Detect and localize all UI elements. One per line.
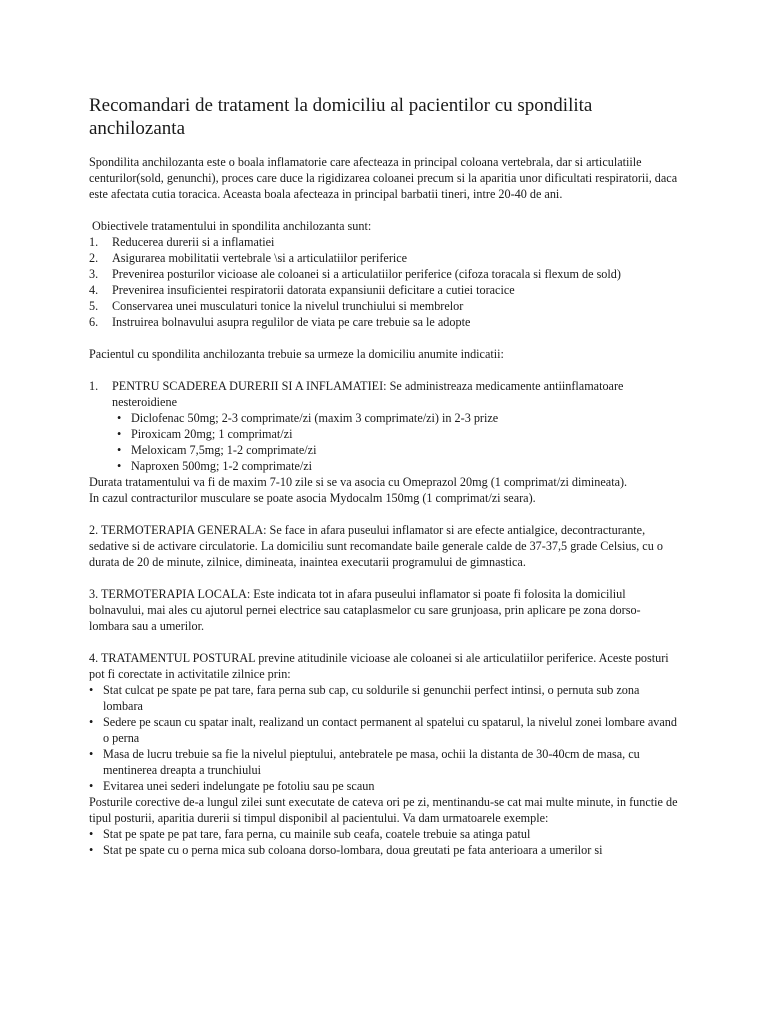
objectives-heading: Obiectivele tratamentului in spondilita anchilozanta sunt: — [89, 219, 372, 233]
section-1 — [89, 378, 679, 506]
posture-item: • Stat culcat pe spate pe pat tare, fara perna sub cap, cu soldurile si genunchii perfect intinsi, o pernuta sub zona lombara — [89, 683, 640, 713]
section-2: 2. TERMOTERAPIA GENERALA: Se face in afara puseului inflamator si are efecte antialgice, decontracturante, sedative si de activare circulatorie. La domiciliu sunt recomandate baile generale calde de 37-37,5 grade Celsius, cu o durata de 20 de minute, zilnice, dimineata, inaintea executarii programului de gimnastica. — [89, 523, 663, 569]
posture-item: • Masa de lucru trebuie sa fie la nivelul pieptului, antebratele pe masa, ochii la distanta de 30-40cm de masa, cu mentinerea dreapta a trunchiului — [89, 747, 640, 777]
example-item: • Stat pe spate pe pat tare, fara perna, cu mainile sub ceafa, coatele trebuie sa atinga patul — [89, 827, 531, 841]
drug-item: • Meloxicam 7,5mg; 1-2 comprimate/zi — [117, 443, 317, 457]
example-item: • Stat pe spate cu o perna mica sub coloana dorso-lombara, doua greutati pe fata anterioara a umerilor si — [89, 843, 603, 857]
list-item: 2. Asigurarea mobilitatii vertebrale \si a articulatiilor periferice — [89, 251, 408, 265]
section-4-heading: 4. TRATAMENTUL POSTURAL previne atitudinile vicioase ale coloanei si ale articulatiilor periferice. Aceste posturi pot fi corectate in activitatile zilnice prin: — [89, 651, 669, 681]
posture-item: • Sedere pe scaun cu spatar inalt, realizand un contact permanent al spatelui cu spatarul, la nivelul zonei lombare avand o perna — [89, 715, 677, 745]
document-title: Recomandari de tratament la domiciliu al pacientilor cu spondilita anchilozanta — [89, 95, 593, 139]
mydocalm-note: In cazul contracturilor musculare se poate asocia Mydocalm 150mg (1 comprimat/zi seara). — [89, 491, 536, 505]
intro-paragraph: Spondilita anchilozanta este o boala inflamatorie care afecteaza in principal coloana vertebrala, dar si articulatiile centurilor(sold, genunchi), proces care duce la rigidizarea coloanei precum si la aparitia unor dificultati respiratorii, daca este afectata cutia toracica. Aceasta boala afecteaza in principal barbatii tineri, intre 20-40 de ani. — [89, 155, 678, 201]
section-3: 3. TERMOTERAPIA LOCALA: Este indicata tot in afara puseului inflamator si poate fi folosita la domiciliul bolnavului, mai ales cu ajutorul pernei electrice sau cataplasmelor cu sare grunjoasa, prin aplicare pe zona dorso-lombara sau a umerilor. — [89, 587, 641, 633]
section-1-heading: 1. PENTRU SCADEREA DURERII SI A INFLAMATIEI: Se administreaza medicamente antiinflamatoare nesteroidiene — [89, 379, 624, 409]
section-4 — [89, 650, 679, 858]
document-page — [89, 94, 679, 858]
list-item: 4. Prevenirea insuficientei respiratorii datorata expansiunii deficitare a cutiei toracice — [89, 283, 515, 297]
drug-item: • Diclofenac 50mg; 2-3 comprimate/zi (maxim 3 comprimate/zi) in 2-3 prize — [117, 411, 499, 425]
indications-intro: Pacientul cu spondilita anchilozanta trebuie sa urmeze la domiciliu anumite indicatii: — [89, 347, 504, 361]
list-item: 5. Conservarea unei musculaturi tonice la nivelul trunchiului si membrelor — [89, 299, 464, 313]
list-item: 1. Reducerea durerii si a inflamatiei — [89, 235, 275, 249]
corrective-paragraph: Posturile corective de-a lungul zilei sunt executate de cateva ori pe zi, mentinandu-se cat mai multe minute, in functie de tipul posturii, aparitia durerii si timpul disponibil al pacientului. Va dam urmatoarele exemple: — [89, 795, 678, 825]
objectives-list — [89, 234, 679, 330]
posture-item: • Evitarea unei sederi indelungate pe fotoliu sau pe scaun — [89, 779, 375, 793]
treatment-duration: Durata tratamentului va fi de maxim 7-10 zile si se va asocia cu Omeprazol 20mg (1 comprimat/zi dimineata). — [89, 475, 628, 489]
drug-item: • Piroxicam 20mg; 1 comprimat/zi — [117, 427, 293, 441]
list-item: 3. Prevenirea posturilor vicioase ale coloanei si a articulatiilor periferice (cifoza toracala si flexum de sold) — [89, 267, 621, 281]
list-item: 6. Instruirea bolnavului asupra regulilor de viata pe care trebuie sa le adopte — [89, 315, 471, 329]
drug-item: • Naproxen 500mg; 1-2 comprimate/zi — [117, 459, 313, 473]
